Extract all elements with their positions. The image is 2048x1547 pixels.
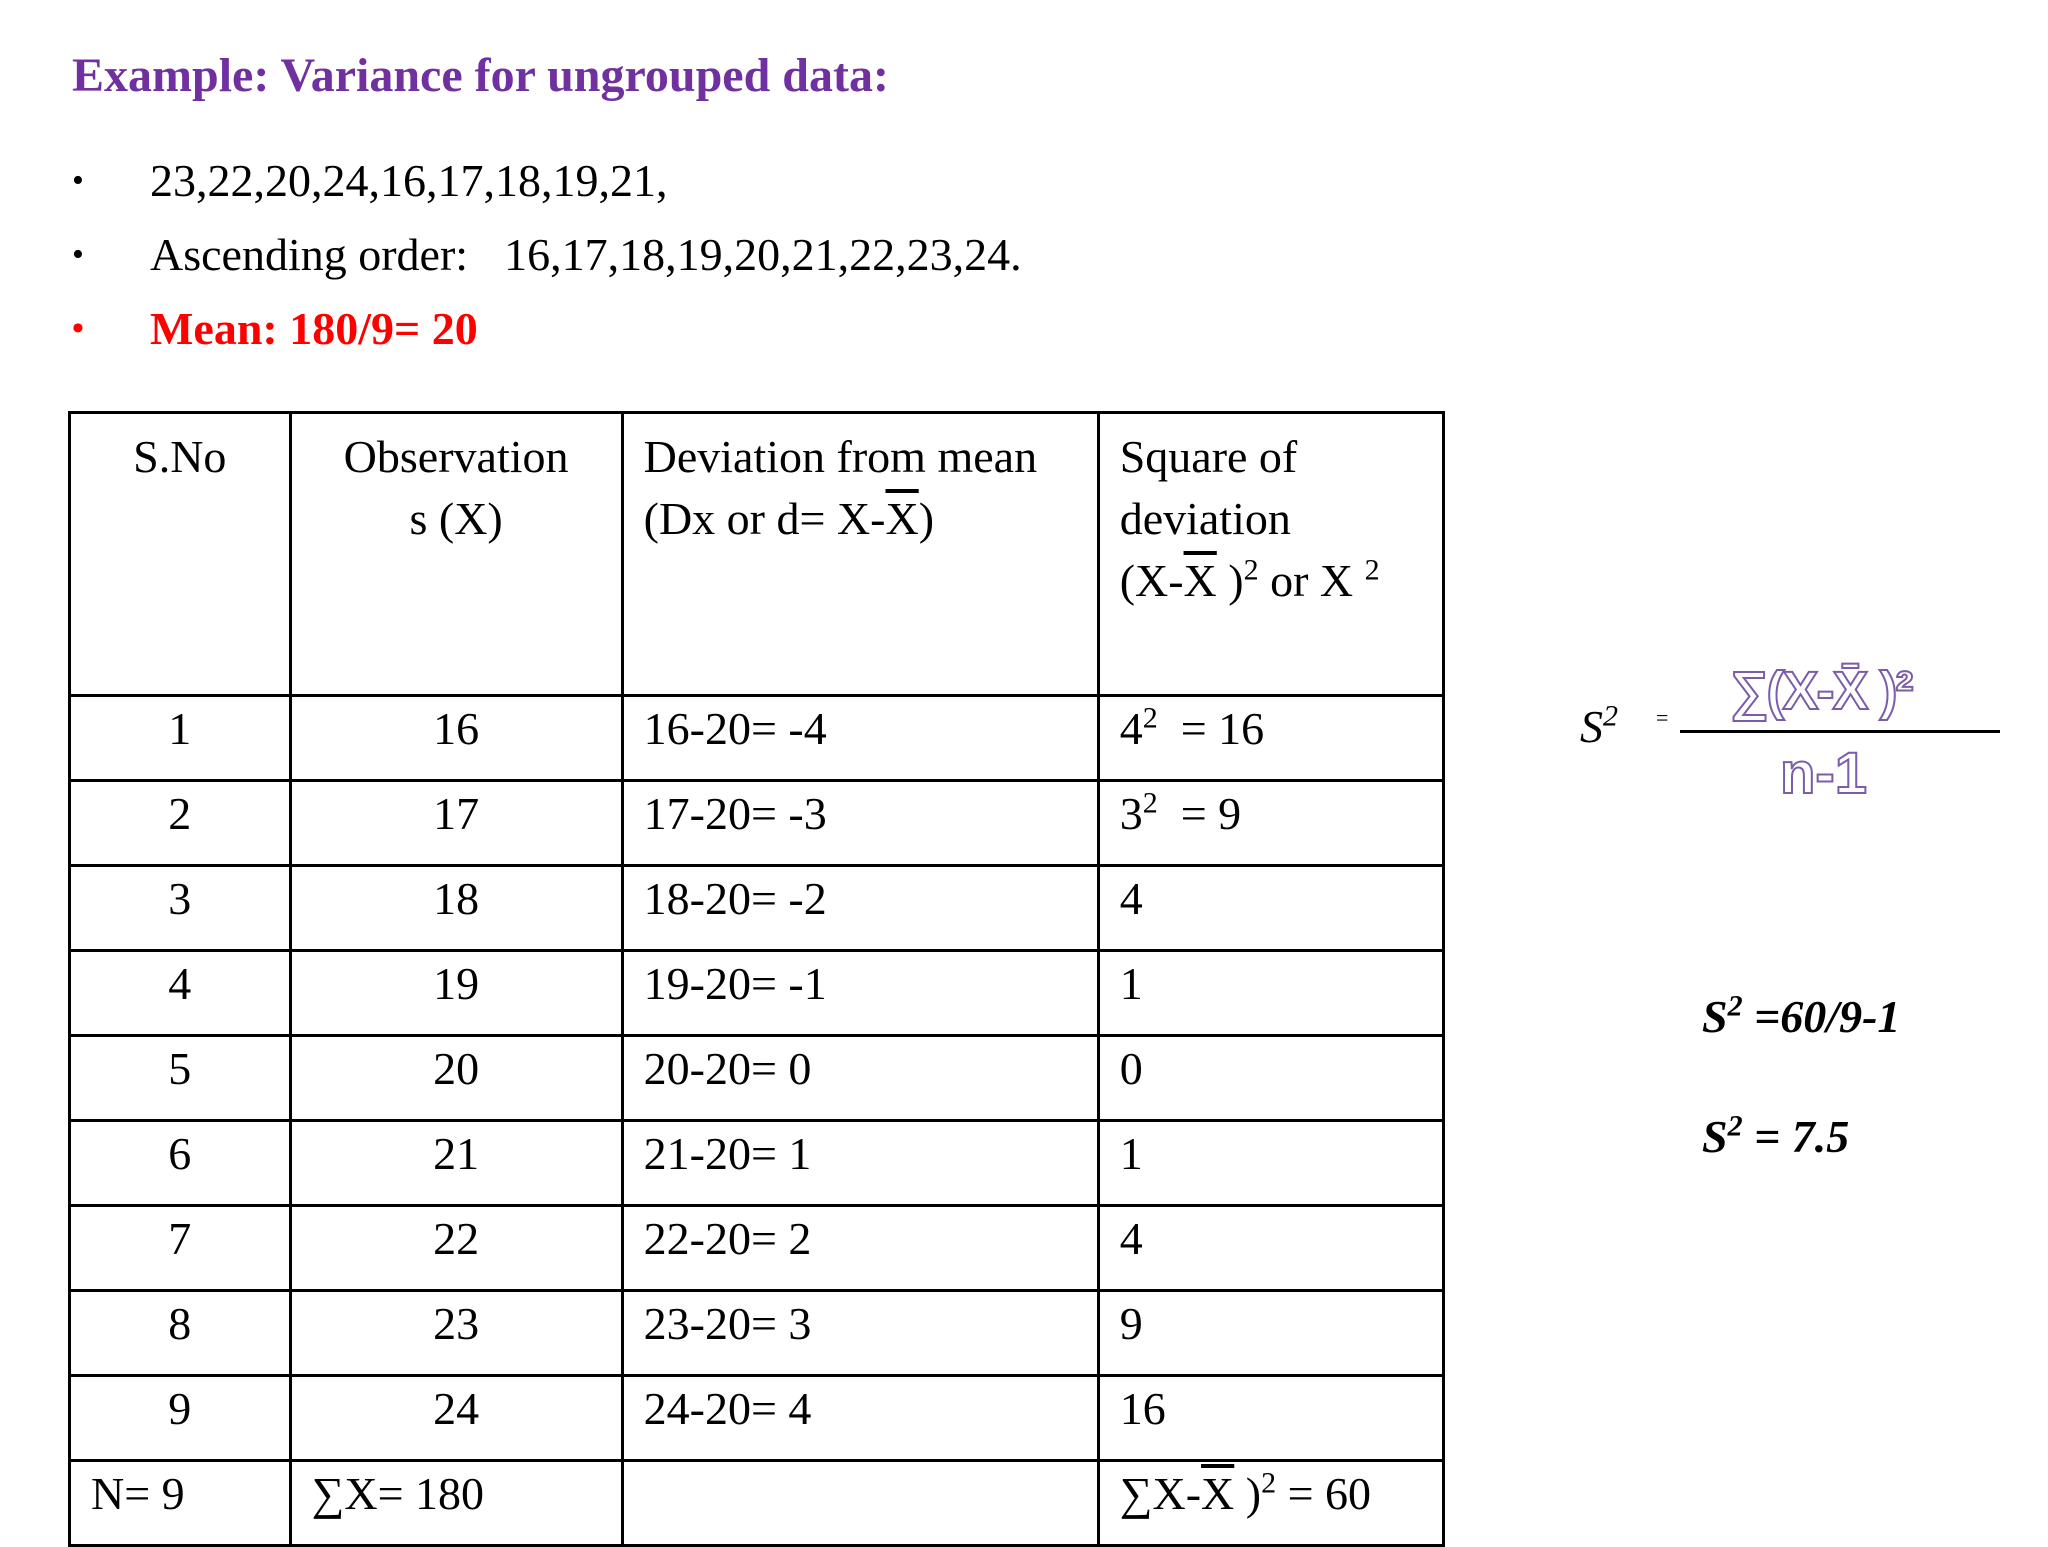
slide-title: Example: Variance for ungrouped data:	[72, 49, 889, 102]
cell-sno: 7	[70, 1206, 291, 1291]
cell-square: 0	[1098, 1036, 1443, 1121]
cell-square: 4	[1098, 866, 1443, 951]
cell-square: 9	[1098, 1291, 1443, 1376]
formula-equals: =	[1656, 705, 1669, 730]
cell-deviation: 17-20= -3	[622, 781, 1098, 866]
cell-observation: 23	[290, 1291, 622, 1376]
table-row	[70, 1121, 1444, 1206]
ascending-values: 16,17,18,19,20,21,22,23,24.	[504, 229, 1022, 280]
cell-square: 4	[1098, 1206, 1443, 1291]
mean-text: Mean: 180/9= 20	[150, 303, 478, 354]
table-row	[70, 1206, 1444, 1291]
cell-deviation: 24-20= 4	[622, 1376, 1098, 1461]
cell-observation: 24	[290, 1376, 622, 1461]
table-row	[70, 1376, 1444, 1461]
cell-deviation: 18-20= -2	[622, 866, 1098, 951]
formula-denominator: n-1	[1780, 741, 1867, 806]
bullet-marker: •	[72, 162, 84, 199]
cell-total-sum-x: ∑X= 180	[290, 1461, 622, 1546]
bullet-data-values	[72, 144, 1022, 218]
formula-lhs: $S^2$	[1580, 699, 1618, 752]
table-row	[70, 951, 1444, 1036]
cell-deviation: 22-20= 2	[622, 1206, 1098, 1291]
cell-deviation: 16-20= -4	[622, 696, 1098, 781]
bullet-marker: •	[72, 310, 84, 347]
result-final: $S^2 = 7.5$	[1702, 1109, 1850, 1162]
header-deviation: Deviation from mean (Dx or $d= X-\overline{X}$)	[622, 413, 1098, 696]
table-body	[70, 696, 1444, 1546]
cell-square: $4^2 = 16$	[1098, 696, 1443, 781]
table-row	[70, 1036, 1444, 1121]
result-substitution: $S^2 =60/9-1$	[1702, 989, 1901, 1042]
bullet-marker: •	[72, 236, 84, 273]
bullet-ascending-order	[72, 218, 1022, 292]
cell-sno: 4	[70, 951, 291, 1036]
cell-observation: 16	[290, 696, 622, 781]
header-sno: S.No	[70, 413, 291, 696]
cell-observation: 20	[290, 1036, 622, 1121]
table-header-row	[70, 413, 1444, 696]
cell-square: 16	[1098, 1376, 1443, 1461]
cell-deviation: 19-20= -1	[622, 951, 1098, 1036]
cell-sno: 1	[70, 696, 291, 781]
cell-observation: 18	[290, 866, 622, 951]
formula-fraction-bar	[1680, 730, 2000, 733]
cell-deviation: 23-20= 3	[622, 1291, 1098, 1376]
table-row	[70, 866, 1444, 951]
cell-total-deviation	[622, 1461, 1098, 1546]
table-totals-row	[70, 1461, 1444, 1546]
cell-sno: 3	[70, 866, 291, 951]
header-observations: Observation s (X)	[290, 413, 622, 696]
cell-total-n: N= 9	[70, 1461, 291, 1546]
cell-observation: 19	[290, 951, 622, 1036]
table-row	[70, 781, 1444, 866]
cell-observation: 17	[290, 781, 622, 866]
cell-square: 1	[1098, 951, 1443, 1036]
table-row	[70, 696, 1444, 781]
cell-deviation: 21-20= 1	[622, 1121, 1098, 1206]
bullet-list	[72, 144, 1022, 366]
cell-square: 1	[1098, 1121, 1443, 1206]
cell-sno: 9	[70, 1376, 291, 1461]
cell-square: $3^2 = 9$	[1098, 781, 1443, 866]
cell-sno: 2	[70, 781, 291, 866]
bullet-mean	[72, 292, 1022, 366]
header-square-deviation: Square of deviation ($X-\overline{X}$ )$^2$ or X $^2$	[1098, 413, 1443, 696]
cell-total-sum-square: $\sum X-\overline{X}$ )$^2$ = 60	[1098, 1461, 1443, 1546]
cell-observation: 21	[290, 1121, 622, 1206]
cell-sno: 6	[70, 1121, 291, 1206]
table-row	[70, 1291, 1444, 1376]
cell-sno: 5	[70, 1036, 291, 1121]
variance-formula	[1580, 660, 2000, 810]
cell-observation: 22	[290, 1206, 622, 1291]
cell-deviation: 20-20= 0	[622, 1036, 1098, 1121]
ascending-label: Ascending order:	[150, 229, 469, 280]
formula-numerator: ∑(X-X̄ )²	[1730, 661, 1912, 721]
data-values-text: 23,22,20,24,16,17,18,19,21,	[150, 155, 668, 206]
cell-sno: 8	[70, 1291, 291, 1376]
variance-table	[68, 411, 1445, 1547]
